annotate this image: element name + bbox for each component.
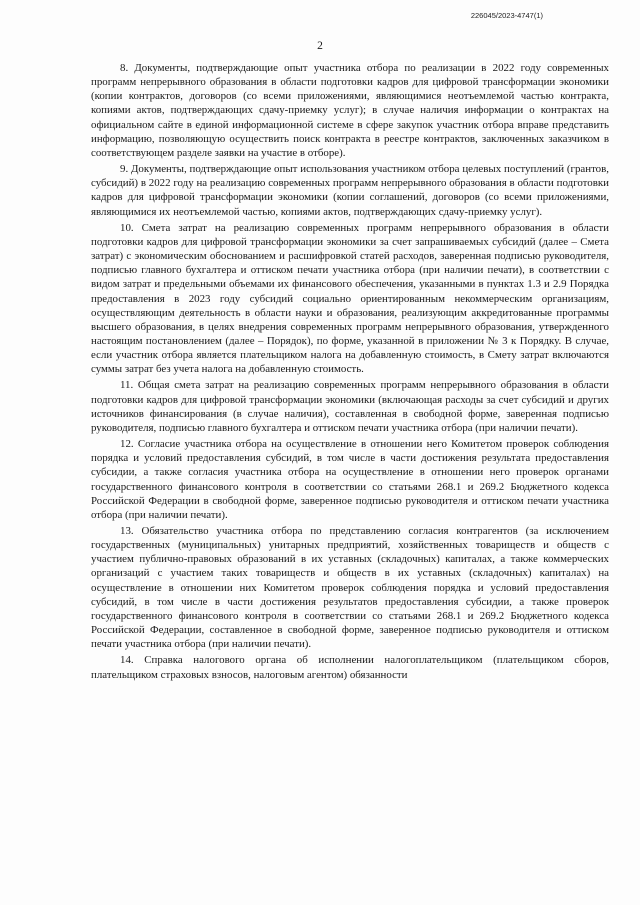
paragraph-item-9: 9. Документы, подтверждающие опыт использования участником отбора целевых поступлений (грантов, субсидий) в 2022 году на реализацию современных программ непрерывного образования в области подготовки кадров для цифровой трансформации экономики (копии соглашений, договоров (со всеми приложениями, являющимися их неотъемлемой частью, копиями актов, подтверждающих сдачу-приемку услуг). <box>91 163 609 218</box>
paragraph-item-14: 14. Справка налогового органа об исполнении налогоплательщиком (плательщиком сборов, плательщиком страховых взносов, налоговым агентом) обязанности <box>91 654 609 681</box>
page-number: 2 <box>317 40 323 52</box>
document-body <box>91 61 609 684</box>
document-id: 226045/2023-4747(1) <box>470 11 543 20</box>
paragraph-item-11: 11. Общая смета затрат на реализацию современных программ непрерывного образования в области подготовки кадров для цифровой трансформации экономики (включающая расходы за счет субсидий и других источников финансирования (в случае наличия), составленная в свободной форме, заверенная подписью руководителя, подписью главного бухгалтера и оттиском печати участника отбора (при наличии печати). <box>91 379 609 434</box>
paragraph-item-13: 13. Обязательство участника отбора по представлению согласия контрагентов (за исключением государственных (муниципальных) унитарных предприятий, хозяйственных товариществ и обществ с участием публично-правовых образований в их уставных (складочных) капиталах, а также коммерческих организаций с участием таких товариществ и обществ в их уставных (складочных) капиталах) на осуществление в отношении них Комитетом проверок соблюдения порядка и условий предоставления субсидий, в том числе в части достижения результатов предоставления субсидии, а также проверок государственного финансового контроля в соответствии со статьями 268.1 и 269.2 Бюджетного кодекса Российской Федерации, составленное в свободной форме, заверенное подписью руководителя и оттиском печати участника отбора (при наличии печати). <box>91 525 609 651</box>
paragraph-item-8: 8. Документы, подтверждающие опыт участника отбора по реализации в 2022 году современных программ непрерывного образования в области подготовки кадров для цифровой трансформации экономики (копии контрактов, договоров (со всеми приложениями, являющимися неотъемлемой частью контракта, копиями актов, подтверждающих сдачу-приемку услуг); в случае наличия информации о контрактах на официальном сайте в единой информационной системе в сфере закупок участник отбора вправе представить информацию, позволяющую осуществить поиск контракта в реестре контрактов, заключенных заказчиком в соответствующем разделе заявки на участие в отборе). <box>91 62 609 159</box>
paragraph-item-10: 10. Смета затрат на реализацию современных программ непрерывного образования в области подготовки кадров для цифровой трансформации экономики за счет запрашиваемых субсидий (далее – Смета затрат) с экономическим обоснованием и расшифровкой статей расходов, заверенная подписью руководителя, подписью главного бухгалтера и оттиском печати участника отбора (при наличии печати), в соответствии с видом затрат и предельными объемами их финансового обеспечения, указанными в пунктах 1.3 и 2.9 Порядка предоставления в 2023 году субсидий социально ориентированным некоммерческим организациям, осуществляющим деятельность в области науки и образования, реализующим аккредитованные программы высшего образования, в целях внедрения современных программ непрерывного образования, утвержденного настоящим постановлением (далее – Порядок), по форме, указанной в приложении № 3 к Порядку. В случае, если участник отбора является плательщиком налога на добавленную стоимость, в Смету затрат включаются суммы затрат без учета налога на добавленную стоимость. <box>91 221 609 376</box>
paragraph-item-12: 12. Согласие участника отбора на осуществление в отношении него Комитетом проверок соблюдения порядка и условий предоставления субсидий, в том числе в части достижения результата предоставления субсидии, а также согласия участника отбора на осуществление в отношении него проверок органами государственного финансового контроля в соответствии со статьями 268.1 и 269.2 Бюджетного кодекса Российской Федерации в свободной форме, заверенное подписью руководителя и оттиском печати участника отбора (при наличии печати). <box>91 438 609 521</box>
